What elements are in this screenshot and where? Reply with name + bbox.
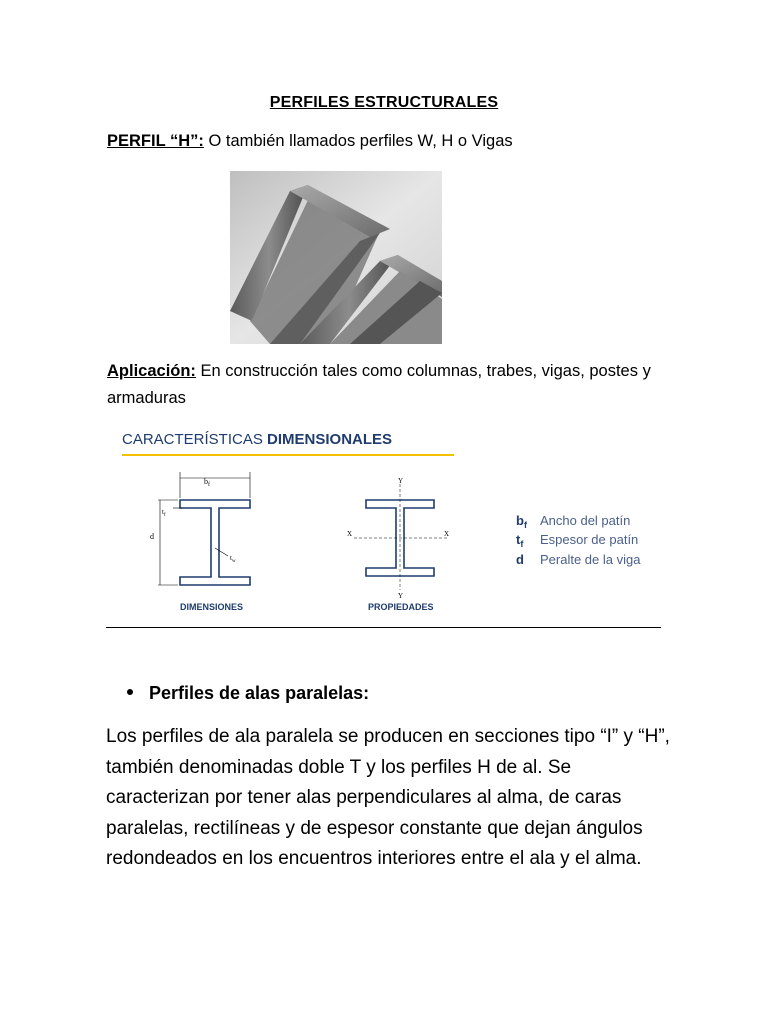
- dim-bf-label: $b_f$: [204, 477, 210, 488]
- legend: [516, 513, 641, 567]
- legend-sym-d: d: [516, 552, 524, 567]
- dimensiones-caption: DIMENSIONES: [180, 602, 244, 612]
- perfil-line: [107, 132, 513, 151]
- dim-tf-label: $t_f$: [162, 508, 166, 518]
- body-paragraph: Los perfiles de ala paralela se producen en secciones tipo “I” y “H”, también denominadas doble T y los perfiles H de al. Se caracterizan por tener alas perpendiculares al alma, de caras paralelas, rectilíneas y de espesor constante que dejan ángulos redondeados en los encuentros interiores entre el ala y el alma.: [106, 726, 670, 869]
- perfil-text: O también llamados perfiles W, H o Vigas: [203, 132, 513, 150]
- legend-text-d: Peralte de la viga: [540, 552, 641, 567]
- bullet-icon: [127, 689, 133, 695]
- dim-tw-label: $t_w$: [230, 554, 236, 564]
- axis-y-bottom: Y: [398, 592, 404, 600]
- diagram-heading: CARACTERÍSTICAS DIMENSIONALES: [122, 431, 393, 448]
- aplicacion-paragraph: [107, 358, 667, 412]
- aplicacion-text: En construcción tales como columnas, trabes, vigas, postes y armaduras: [107, 362, 651, 407]
- propiedades-caption: PROPIEDADES: [368, 602, 434, 612]
- page-title: PERFILES ESTRUCTURALES: [269, 94, 499, 111]
- perfil-label: PERFIL “H”:: [107, 132, 204, 150]
- dim-d-label: d: [150, 532, 154, 541]
- axis-x-left: X: [347, 530, 353, 538]
- legend-text-tf: Espesor de patín: [540, 532, 639, 547]
- dimensional-diagram: [104, 420, 664, 620]
- legend-sym-bf: $b_f$: [516, 513, 527, 530]
- bullet-item: [127, 683, 369, 704]
- bullet-heading: Perfiles de alas paralelas:: [149, 683, 370, 703]
- h-beam-photo: [230, 171, 442, 344]
- legend-sym-tf: $t_f$: [516, 532, 524, 549]
- axis-x-right: X: [444, 530, 450, 538]
- dimensiones-beam: [180, 500, 250, 585]
- horizontal-rule: [106, 627, 661, 628]
- axis-y-top: Y: [398, 477, 404, 485]
- legend-text-bf: Ancho del patín: [540, 513, 631, 528]
- aplicacion-label: Aplicación:: [107, 362, 196, 380]
